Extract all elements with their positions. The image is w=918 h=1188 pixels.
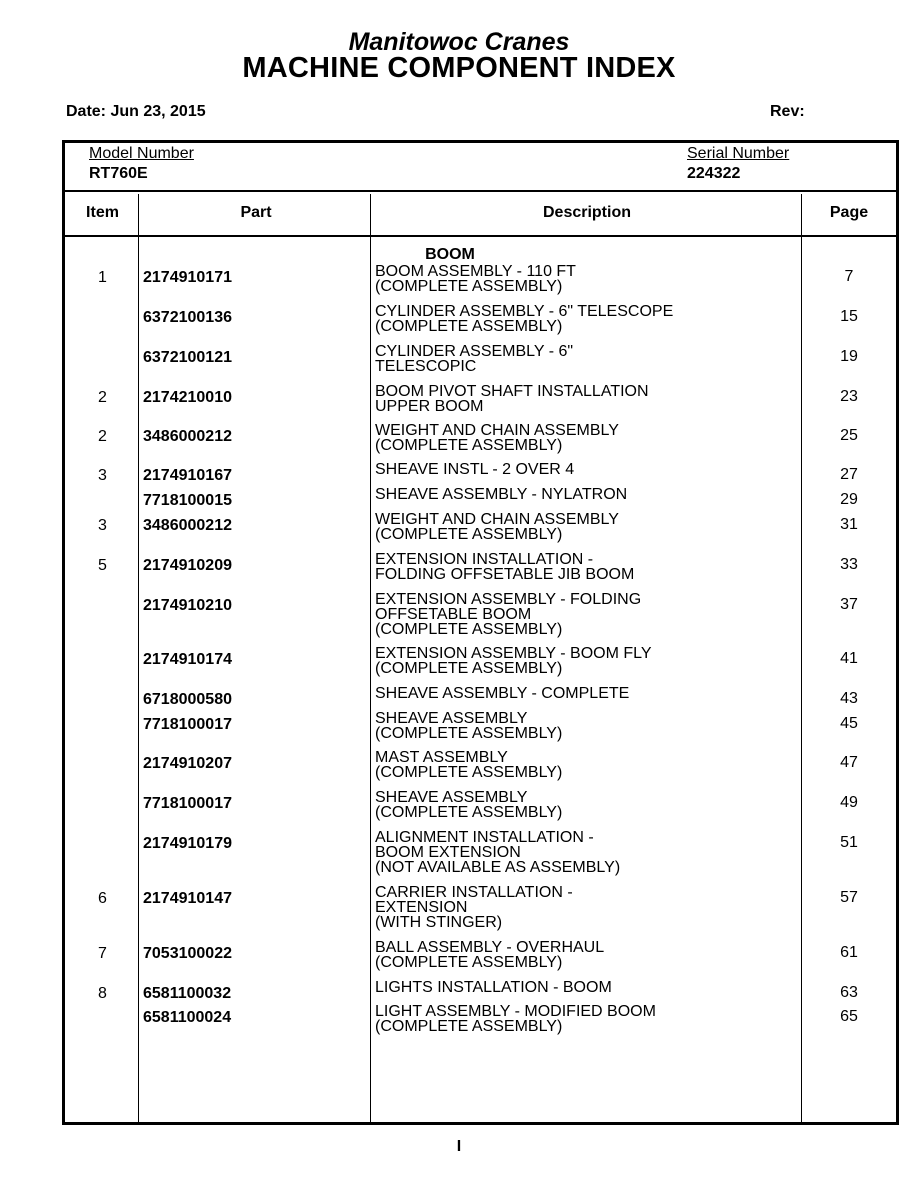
description-line: SHEAVE INSTL - 2 OVER 4 — [375, 461, 575, 478]
description-line: CARRIER INSTALLATION - — [375, 884, 573, 901]
part-number: 6581100032 — [143, 985, 232, 1002]
revision-field: Rev: — [770, 103, 805, 120]
description-line: SHEAVE ASSEMBLY — [375, 789, 528, 806]
item-number: 6 — [98, 890, 107, 907]
part-description — [375, 304, 795, 334]
page-reference: 27 — [840, 466, 858, 483]
part-number: 2174910179 — [143, 835, 232, 852]
item-number: 2 — [98, 389, 107, 406]
part-description — [375, 885, 795, 930]
part-number: 2174910209 — [143, 557, 232, 574]
part-number: 2174910210 — [143, 597, 232, 614]
part-number: 3486000212 — [143, 428, 232, 445]
part-description — [375, 592, 795, 637]
part-description — [375, 686, 795, 701]
part-number: 7718100017 — [143, 795, 232, 812]
part-number: 3486000212 — [143, 517, 232, 534]
description-line: UPPER BOOM — [375, 398, 484, 415]
part-description — [375, 264, 795, 294]
description-line: CYLINDER ASSEMBLY - 6" — [375, 343, 574, 360]
page-reference: 65 — [840, 1008, 858, 1025]
page-reference: 33 — [840, 556, 858, 573]
description-line: (WITH STINGER) — [375, 914, 503, 931]
description-line: (COMPLETE ASSEMBLY) — [375, 804, 563, 821]
part-number: 2174910174 — [143, 651, 232, 668]
part-description — [375, 487, 795, 502]
part-description — [375, 1004, 795, 1034]
part-number: 6372100121 — [143, 349, 232, 366]
part-description — [375, 980, 795, 995]
description-line: EXTENSION INSTALLATION - — [375, 551, 594, 568]
part-number: 2174210010 — [143, 389, 232, 406]
page-reference: 45 — [840, 715, 858, 732]
column-divider — [801, 194, 802, 1122]
description-line: WEIGHT AND CHAIN ASSEMBLY — [375, 511, 619, 528]
description-line: EXTENSION ASSEMBLY - FOLDING — [375, 591, 642, 608]
description-line: BOOM PIVOT SHAFT INSTALLATION — [375, 383, 649, 400]
item-number: 5 — [98, 557, 107, 574]
description-line: (COMPLETE ASSEMBLY) — [375, 764, 563, 781]
part-number: 2174910147 — [143, 890, 232, 907]
description-line: (COMPLETE ASSEMBLY) — [375, 954, 563, 971]
page-reference: 57 — [840, 889, 858, 906]
model-number-value: RT760E — [89, 165, 148, 182]
part-description — [375, 552, 795, 582]
part-description — [375, 940, 795, 970]
column-divider — [138, 194, 139, 1122]
description-line: (NOT AVAILABLE AS ASSEMBLY) — [375, 859, 621, 876]
description-line: (COMPLETE ASSEMBLY) — [375, 318, 563, 335]
column-header-item: Item — [86, 204, 119, 221]
model-number-label: Model Number — [89, 145, 194, 162]
part-number: 6718000580 — [143, 691, 232, 708]
page-reference: 43 — [840, 690, 858, 707]
page-reference: 7 — [844, 268, 854, 285]
meta-divider — [65, 190, 896, 192]
part-number: 2174910207 — [143, 755, 232, 772]
description-line: SHEAVE ASSEMBLY - NYLATRON — [375, 486, 628, 503]
page-reference: 61 — [840, 944, 858, 961]
item-number: 1 — [98, 269, 107, 286]
part-description — [375, 512, 795, 542]
part-number: 7053100022 — [143, 945, 232, 962]
description-line: LIGHT ASSEMBLY - MODIFIED BOOM — [375, 1003, 656, 1020]
item-number: 3 — [98, 467, 107, 484]
document-title: MACHINE COMPONENT INDEX — [242, 52, 676, 84]
part-number: 7718100017 — [143, 716, 232, 733]
component-index-table — [62, 140, 899, 1125]
page-reference: 51 — [840, 834, 858, 851]
description-line: CYLINDER ASSEMBLY - 6" TELESCOPE — [375, 303, 674, 320]
description-line: LIGHTS INSTALLATION - BOOM — [375, 979, 612, 996]
description-line: (COMPLETE ASSEMBLY) — [375, 621, 563, 638]
part-number: 6372100136 — [143, 309, 232, 326]
description-line: EXTENSION — [375, 899, 468, 916]
page-reference: 29 — [840, 491, 858, 508]
column-divider — [370, 194, 371, 1122]
page-reference: 25 — [840, 427, 858, 444]
item-number: 7 — [98, 945, 107, 962]
page-reference: 63 — [840, 984, 858, 1001]
page-reference: 41 — [840, 650, 858, 667]
part-description — [375, 384, 795, 414]
column-header-page: Page — [829, 204, 869, 221]
page-reference: 47 — [840, 754, 858, 771]
part-description — [375, 790, 795, 820]
description-line: SHEAVE ASSEMBLY - COMPLETE — [375, 685, 630, 702]
description-line: (COMPLETE ASSEMBLY) — [375, 437, 563, 454]
part-number: 2174910171 — [143, 269, 232, 286]
description-line: TELESCOPIC — [375, 358, 477, 375]
item-number: 2 — [98, 428, 107, 445]
part-description — [375, 830, 795, 875]
part-description — [375, 711, 795, 741]
part-number: 2174910167 — [143, 467, 232, 484]
page-reference: 23 — [840, 388, 858, 405]
description-line: (COMPLETE ASSEMBLY) — [375, 526, 563, 543]
description-line: BOOM EXTENSION — [375, 844, 521, 861]
description-line: OFFSETABLE BOOM — [375, 606, 532, 623]
description-line: SHEAVE ASSEMBLY — [375, 710, 528, 727]
description-line: FOLDING OFFSETABLE JIB BOOM — [375, 566, 635, 583]
page-number: I — [456, 1138, 462, 1155]
part-description — [375, 462, 795, 477]
brand-title: Manitowoc Cranes — [348, 28, 570, 56]
description-line: (COMPLETE ASSEMBLY) — [375, 278, 563, 295]
header-divider — [65, 235, 896, 237]
page-reference: 49 — [840, 794, 858, 811]
serial-number-label: Serial Number — [687, 145, 790, 162]
description-line: (COMPLETE ASSEMBLY) — [375, 725, 563, 742]
description-line: MAST ASSEMBLY — [375, 749, 508, 766]
section-title: BOOM — [425, 246, 475, 263]
description-line: EXTENSION ASSEMBLY - BOOM FLY — [375, 645, 652, 662]
description-line: BALL ASSEMBLY - OVERHAUL — [375, 939, 605, 956]
part-description — [375, 344, 795, 374]
description-line: BOOM ASSEMBLY - 110 FT — [375, 263, 576, 280]
item-number: 8 — [98, 985, 107, 1002]
page-reference: 37 — [840, 596, 858, 613]
part-description — [375, 646, 795, 676]
part-number: 6581100024 — [143, 1009, 232, 1026]
description-line: WEIGHT AND CHAIN ASSEMBLY — [375, 422, 619, 439]
date-field: Date: Jun 23, 2015 — [66, 103, 206, 120]
page-reference: 31 — [840, 516, 858, 533]
description-line: (COMPLETE ASSEMBLY) — [375, 1018, 563, 1035]
item-number: 3 — [98, 517, 107, 534]
page-reference: 19 — [840, 348, 858, 365]
part-number: 7718100015 — [143, 492, 232, 509]
part-description — [375, 750, 795, 780]
description-line: ALIGNMENT INSTALLATION - — [375, 829, 594, 846]
description-line: (COMPLETE ASSEMBLY) — [375, 660, 563, 677]
column-header-part: Part — [240, 204, 272, 221]
column-header-description: Description — [542, 204, 631, 221]
page-reference: 15 — [840, 308, 858, 325]
part-description — [375, 423, 795, 453]
serial-number-value: 224322 — [687, 165, 741, 182]
